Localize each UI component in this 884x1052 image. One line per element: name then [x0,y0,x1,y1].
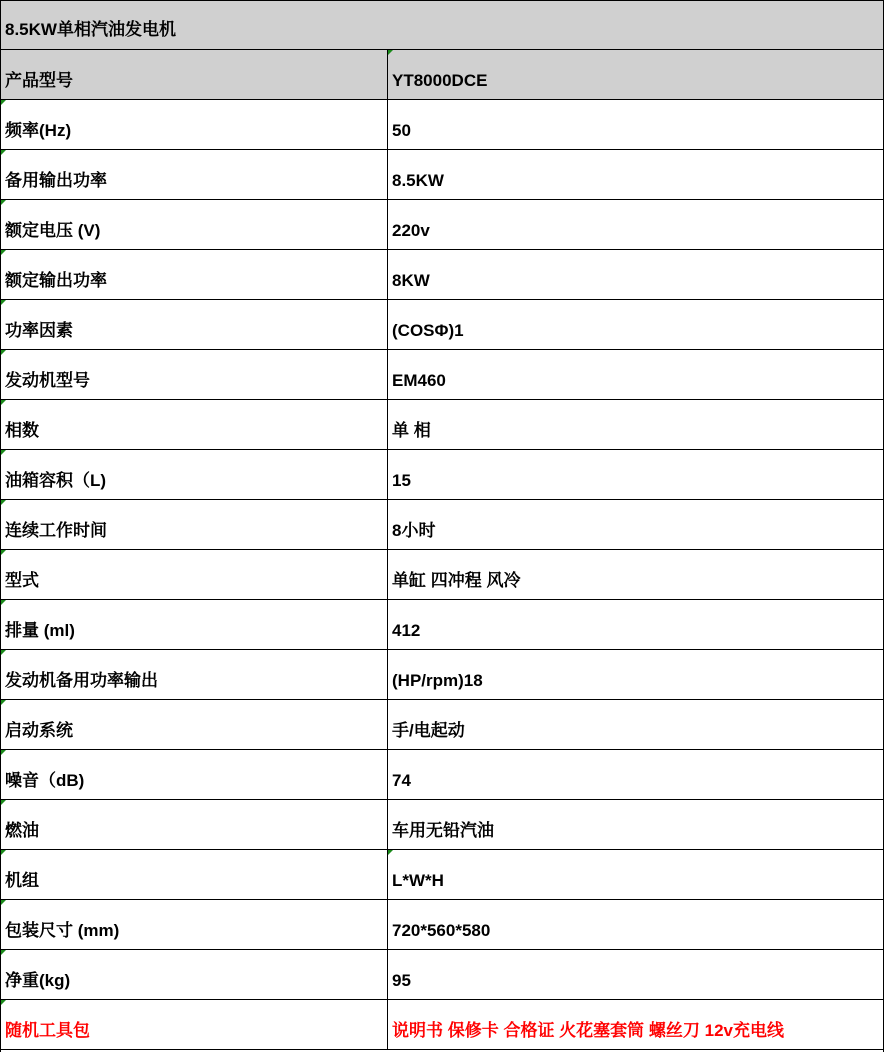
row-value: EM460 [392,371,446,390]
row-value: 74 [392,771,411,790]
row-label: 油箱容积（L) [5,471,107,490]
cell-marker-icon [1,800,6,805]
table-row [1,800,883,850]
cell-marker-icon [388,50,393,55]
row-value: (HP/rpm)18 [392,671,483,690]
table-row [1,300,883,350]
row-value-cell [388,250,883,299]
sheet-title-text: 8.5KW单相汽油发电机 [5,20,176,39]
table-row [1,750,883,800]
row-label: 额定电压 (V) [5,221,101,240]
row-label: 噪音（dB) [5,771,85,790]
row-label: 发动机型号 [5,371,90,390]
cell-marker-icon [1,200,6,205]
model-value: YT8000DCE [392,71,488,90]
table-row [1,100,883,150]
row-value-cell [388,150,883,199]
row-label: 频率(Hz) [5,121,72,140]
cell-marker-icon [1,850,6,855]
row-value: 50 [392,121,411,140]
cell-marker-icon [1,100,6,105]
row-label: 发动机备用功率输出 [5,671,158,690]
row-value-cell [388,400,883,449]
cell-marker-icon [1,900,6,905]
table-row [1,450,883,500]
row-value-cell [388,200,883,249]
cell-marker-icon [1,250,6,255]
cell-marker-icon [1,300,6,305]
cell-marker-icon [1,500,6,505]
row-value-cell [388,600,883,649]
model-row [1,50,883,100]
row-label: 净重(kg) [5,971,71,990]
row-value-cell [388,700,883,749]
row-value-cell [388,950,883,999]
model-value-cell [388,50,883,99]
row-label-cell [1,650,388,699]
cell-marker-icon [388,850,393,855]
row-label: 排量 (ml) [5,621,75,640]
row-value-cell [388,300,883,349]
row-label-cell [1,950,388,999]
row-value: 95 [392,971,411,990]
row-value: (COSΦ)1 [392,321,464,340]
row-value: 说明书 保修卡 合格证 火花塞套筒 螺丝刀 12v充电线 [392,1021,784,1040]
row-label-cell [1,800,388,849]
cell-marker-icon [1,700,6,705]
table-row [1,250,883,300]
row-value: 8.5KW [392,171,444,190]
row-value: 720*560*580 [392,921,491,940]
row-label: 燃油 [5,821,39,840]
row-value: L*W*H [392,871,444,890]
row-value: 车用无铅汽油 [392,821,494,840]
row-value-cell [388,450,883,499]
row-label-cell [1,550,388,599]
table-row [1,600,883,650]
table-row [1,650,883,700]
row-value: 8KW [392,271,430,290]
table-row [1,700,883,750]
table-row [1,950,883,1000]
cell-marker-icon [1,950,6,955]
row-label-cell [1,700,388,749]
row-label-cell [1,200,388,249]
table-row [1,900,883,950]
row-value-cell [388,1000,883,1049]
row-label-cell [1,300,388,349]
sheet-title [1,0,883,50]
row-label-cell [1,750,388,799]
row-value: 412 [392,621,421,640]
row-value-cell [388,850,883,899]
cell-marker-icon [1,600,6,605]
row-label: 功率因素 [5,321,73,340]
row-value-cell [388,500,883,549]
row-label-cell [1,400,388,449]
table-row [1,400,883,450]
row-label: 额定输出功率 [5,271,107,290]
row-label-cell [1,150,388,199]
row-label: 连续工作时间 [5,521,107,540]
row-label-cell [1,900,388,949]
row-label-cell [1,500,388,549]
row-value-cell [388,550,883,599]
cell-marker-icon [1,450,6,455]
table-row [1,550,883,600]
row-value-cell [388,900,883,949]
row-value-cell [388,800,883,849]
row-label: 相数 [5,421,39,440]
table-row [1,850,883,900]
table-row [1,150,883,200]
row-value: 手/电起动 [392,721,465,740]
model-label-cell [1,50,388,99]
row-value: 220v [392,221,430,240]
row-value: 8小时 [392,521,436,540]
row-value-cell [388,750,883,799]
row-label: 启动系统 [5,721,73,740]
row-label: 包装尺寸 (mm) [5,921,120,940]
row-label-cell [1,350,388,399]
row-value-cell [388,650,883,699]
row-label: 型式 [5,571,39,590]
row-label-cell [1,100,388,149]
row-value: 单缸 四冲程 风冷 [392,571,521,590]
cell-marker-icon [1,400,6,405]
row-label-cell [1,850,388,899]
table-row [1,1000,883,1050]
row-label-cell [1,600,388,649]
cell-marker-icon [1,650,6,655]
row-value-cell [388,100,883,149]
cell-marker-icon [1,750,6,755]
row-label-cell [1,450,388,499]
table-row [1,200,883,250]
row-value: 单 相 [392,421,431,440]
cell-marker-icon [1,550,6,555]
cell-marker-icon [1,350,6,355]
cell-marker-icon [1,150,6,155]
row-label: 备用输出功率 [5,171,107,190]
cell-marker-icon [1,1000,6,1005]
row-label-cell [1,1000,388,1049]
row-label: 随机工具包 [5,1021,90,1040]
table-row [1,350,883,400]
row-value: 15 [392,471,411,490]
row-label-cell [1,250,388,299]
table-row [1,500,883,550]
row-value-cell [388,350,883,399]
row-label: 机组 [5,871,39,890]
model-label: 产品型号 [5,71,73,90]
